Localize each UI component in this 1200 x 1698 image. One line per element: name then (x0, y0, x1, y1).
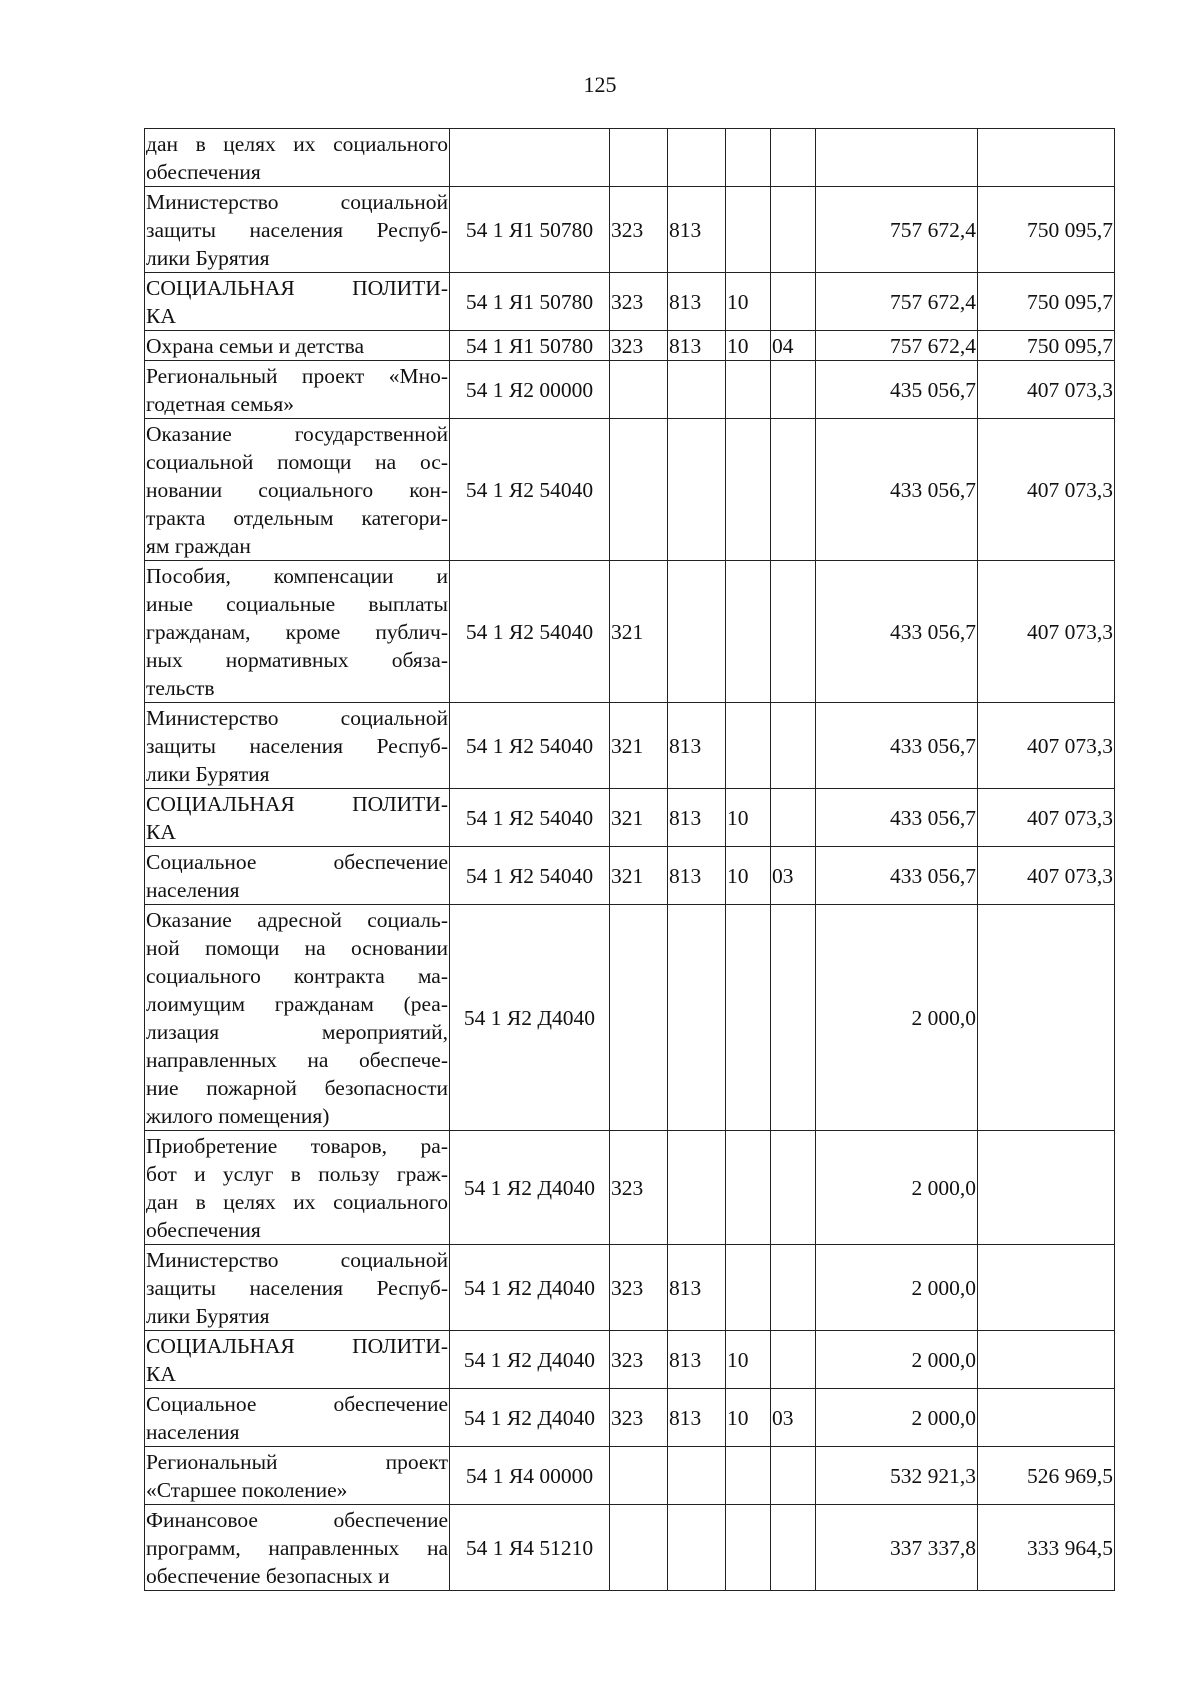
amount-year-1: 757 672,4 (816, 187, 978, 273)
subsection-code (771, 1131, 816, 1245)
amount-year-1: 433 056,7 (816, 789, 978, 847)
expense-type-code (610, 129, 668, 187)
ministry-code: 813 (668, 847, 726, 905)
ministry-code (668, 129, 726, 187)
subsection-code (771, 905, 816, 1131)
table-row (145, 129, 1115, 187)
table-body (145, 129, 1115, 1591)
row-name-line: ние пожарной безопасности (146, 1075, 448, 1100)
subsection-code (771, 187, 816, 273)
row-name-line: СОЦИАЛЬНАЯ ПОЛИТИ- (146, 275, 448, 300)
section-code: 10 (726, 331, 771, 361)
section-code (726, 1505, 771, 1591)
row-name-line: бот и услуг в пользу граж- (146, 1161, 448, 1186)
amount-year-1: 2 000,0 (816, 1389, 978, 1447)
row-name (145, 561, 450, 703)
row-name-line: тельств (146, 675, 215, 700)
row-name (145, 1389, 450, 1447)
target-article-code: 54 1 Я2 00000 (450, 361, 610, 419)
row-name-line: СОЦИАЛЬНАЯ ПОЛИТИ- (146, 1333, 448, 1358)
section-code: 10 (726, 789, 771, 847)
amount-year-2: 407 073,3 (978, 847, 1115, 905)
section-code: 10 (726, 1331, 771, 1389)
expense-type-code (610, 419, 668, 561)
row-name (145, 1505, 450, 1591)
table-row (145, 1331, 1115, 1389)
amount-year-1: 435 056,7 (816, 361, 978, 419)
target-article-code: 54 1 Я2 54040 (450, 419, 610, 561)
section-code (726, 1131, 771, 1245)
expense-type-code: 321 (610, 703, 668, 789)
expense-type-code (610, 361, 668, 419)
subsection-code (771, 129, 816, 187)
amount-year-1: 433 056,7 (816, 419, 978, 561)
expense-type-code: 323 (610, 1131, 668, 1245)
row-name-line: КА (146, 819, 176, 844)
table-row (145, 187, 1115, 273)
section-code (726, 561, 771, 703)
row-name-line: ных нормативных обяза- (146, 647, 448, 672)
amount-year-1: 2 000,0 (816, 1331, 978, 1389)
subsection-code: 04 (771, 331, 816, 361)
ministry-code: 813 (668, 331, 726, 361)
row-name-line: обеспечение безопасных и (146, 1563, 390, 1588)
row-name-line: тракта отдельным категори- (146, 505, 448, 530)
row-name-line: Министерство социальной (146, 1247, 448, 1272)
amount-year-2: 750 095,7 (978, 273, 1115, 331)
amount-year-2 (978, 1331, 1115, 1389)
section-code (726, 1245, 771, 1331)
subsection-code (771, 1331, 816, 1389)
row-name-line: населения (146, 877, 240, 902)
target-article-code: 54 1 Я1 50780 (450, 331, 610, 361)
ministry-code: 813 (668, 789, 726, 847)
target-article-code: 54 1 Я2 Д4040 (450, 1131, 610, 1245)
amount-year-1: 433 056,7 (816, 703, 978, 789)
row-name-line: Оказание государственной (146, 421, 448, 446)
row-name-line: дан в целях их социального (146, 131, 448, 156)
row-name-line: программ, направленных на (146, 1535, 448, 1560)
row-name-line: социальной помощи на ос- (146, 449, 448, 474)
amount-year-1: 2 000,0 (816, 1245, 978, 1331)
row-name-line: защиты населения Респуб- (146, 217, 448, 242)
table-row (145, 905, 1115, 1131)
row-name-line: новании социального кон- (146, 477, 448, 502)
row-name-line: Пособия, компенсации и (146, 563, 448, 588)
target-article-code: 54 1 Я2 54040 (450, 847, 610, 905)
ministry-code (668, 905, 726, 1131)
section-code (726, 1447, 771, 1505)
row-name (145, 129, 450, 187)
amount-year-1: 757 672,4 (816, 331, 978, 361)
table-row (145, 361, 1115, 419)
subsection-code (771, 361, 816, 419)
section-code: 10 (726, 1389, 771, 1447)
row-name-line: годетная семья» (146, 391, 295, 416)
ministry-code: 813 (668, 703, 726, 789)
table-row (145, 1131, 1115, 1245)
target-article-code: 54 1 Я2 54040 (450, 789, 610, 847)
amount-year-2 (978, 905, 1115, 1131)
row-name-line: жилого помещения) (146, 1103, 330, 1128)
table-row (145, 703, 1115, 789)
row-name (145, 419, 450, 561)
target-article-code: 54 1 Я1 50780 (450, 273, 610, 331)
row-name-line: Оказание адресной социаль- (146, 907, 448, 932)
target-article-code: 54 1 Я2 Д4040 (450, 1331, 610, 1389)
ministry-code: 813 (668, 273, 726, 331)
row-name (145, 331, 450, 361)
row-name-line: ям граждан (146, 533, 251, 558)
amount-year-2 (978, 1131, 1115, 1245)
row-name (145, 703, 450, 789)
subsection-code (771, 703, 816, 789)
expense-type-code: 323 (610, 331, 668, 361)
subsection-code (771, 273, 816, 331)
table-row (145, 847, 1115, 905)
row-name-line: ной помощи на основании (146, 935, 448, 960)
row-name (145, 905, 450, 1131)
amount-year-1: 433 056,7 (816, 561, 978, 703)
expense-type-code: 321 (610, 789, 668, 847)
subsection-code (771, 789, 816, 847)
row-name (145, 1331, 450, 1389)
row-name-line: иные социальные выплаты (146, 591, 448, 616)
expense-type-code: 323 (610, 1245, 668, 1331)
ministry-code: 813 (668, 1245, 726, 1331)
row-name (145, 789, 450, 847)
amount-year-1: 2 000,0 (816, 1131, 978, 1245)
row-name-line: лики Бурятия (146, 1303, 270, 1328)
ministry-code (668, 1505, 726, 1591)
row-name-line: Региональный проект (146, 1449, 448, 1474)
table-row (145, 273, 1115, 331)
amount-year-1: 433 056,7 (816, 847, 978, 905)
ministry-code (668, 561, 726, 703)
table-row (145, 561, 1115, 703)
amount-year-2 (978, 1245, 1115, 1331)
row-name (145, 273, 450, 331)
target-article-code: 54 1 Я2 Д4040 (450, 905, 610, 1131)
row-name-line: направленных на обеспече- (146, 1047, 448, 1072)
row-name-line: Социальное обеспечение (146, 1391, 448, 1416)
amount-year-2: 407 073,3 (978, 419, 1115, 561)
row-name-line: защиты населения Респуб- (146, 1275, 448, 1300)
ministry-code: 813 (668, 187, 726, 273)
row-name-line: дан в целях их социального (146, 1189, 448, 1214)
expense-type-code: 321 (610, 847, 668, 905)
amount-year-2 (978, 129, 1115, 187)
ministry-code (668, 419, 726, 561)
row-name-line: СОЦИАЛЬНАЯ ПОЛИТИ- (146, 791, 448, 816)
amount-year-2: 750 095,7 (978, 187, 1115, 273)
section-code: 10 (726, 273, 771, 331)
target-article-code: 54 1 Я2 Д4040 (450, 1389, 610, 1447)
target-article-code: 54 1 Я2 54040 (450, 561, 610, 703)
row-name-line: лизация мероприятий, (146, 1019, 448, 1044)
row-name-line: обеспечения (146, 159, 261, 184)
section-code (726, 187, 771, 273)
row-name-line: Приобретение товаров, ра- (146, 1133, 448, 1158)
row-name (145, 1447, 450, 1505)
amount-year-2: 407 073,3 (978, 789, 1115, 847)
row-name (145, 847, 450, 905)
amount-year-1: 532 921,3 (816, 1447, 978, 1505)
row-name-line: Министерство социальной (146, 189, 448, 214)
row-name (145, 187, 450, 273)
row-name-line: лоимущим гражданам (реа- (146, 991, 448, 1016)
expense-type-code: 323 (610, 1389, 668, 1447)
expense-type-code: 323 (610, 273, 668, 331)
page-number: 125 (583, 72, 617, 97)
row-name (145, 361, 450, 419)
row-name (145, 1245, 450, 1331)
row-name-line: Социальное обеспечение (146, 849, 448, 874)
row-name-line: обеспечения (146, 1217, 261, 1242)
row-name-line: Министерство социальной (146, 705, 448, 730)
subsection-code (771, 1447, 816, 1505)
expense-type-code: 323 (610, 187, 668, 273)
expense-type-code (610, 1505, 668, 1591)
row-name-line: Региональный проект «Мно- (146, 363, 448, 388)
table-row (145, 419, 1115, 561)
budget-table (144, 128, 1115, 1591)
table-row (145, 1505, 1115, 1591)
section-code (726, 419, 771, 561)
target-article-code: 54 1 Я2 54040 (450, 703, 610, 789)
row-name-line: лики Бурятия (146, 245, 270, 270)
section-code (726, 361, 771, 419)
row-name-line: гражданам, кроме публич- (146, 619, 448, 644)
subsection-code: 03 (771, 847, 816, 905)
row-name-line: населения (146, 1419, 240, 1444)
section-code (726, 129, 771, 187)
amount-year-2 (978, 1389, 1115, 1447)
row-name-line: защиты населения Респуб- (146, 733, 448, 758)
row-name (145, 1131, 450, 1245)
section-code (726, 703, 771, 789)
target-article-code: 54 1 Я1 50780 (450, 187, 610, 273)
subsection-code: 03 (771, 1389, 816, 1447)
target-article-code (450, 129, 610, 187)
amount-year-2: 407 073,3 (978, 703, 1115, 789)
table-row (145, 1389, 1115, 1447)
amount-year-2: 750 095,7 (978, 331, 1115, 361)
amount-year-1: 2 000,0 (816, 905, 978, 1131)
ministry-code (668, 1447, 726, 1505)
section-code (726, 905, 771, 1131)
row-name-line: КА (146, 1361, 176, 1386)
section-code: 10 (726, 847, 771, 905)
subsection-code (771, 1245, 816, 1331)
expense-type-code (610, 905, 668, 1131)
amount-year-1: 757 672,4 (816, 273, 978, 331)
subsection-code (771, 1505, 816, 1591)
row-name-line: Финансовое обеспечение (146, 1507, 448, 1532)
ministry-code: 813 (668, 1389, 726, 1447)
subsection-code (771, 419, 816, 561)
target-article-code: 54 1 Я2 Д4040 (450, 1245, 610, 1331)
ministry-code (668, 1131, 726, 1245)
row-name-line: «Старшее поколение» (146, 1477, 348, 1502)
ministry-code (668, 361, 726, 419)
table-row (145, 1447, 1115, 1505)
row-name-line: социального контракта ма- (146, 963, 448, 988)
amount-year-2: 407 073,3 (978, 361, 1115, 419)
table-row (145, 789, 1115, 847)
ministry-code: 813 (668, 1331, 726, 1389)
row-name-line: лики Бурятия (146, 761, 270, 786)
row-name-line: Охрана семьи и детства (146, 333, 365, 358)
expense-type-code: 323 (610, 1331, 668, 1389)
expense-type-code: 321 (610, 561, 668, 703)
target-article-code: 54 1 Я4 51210 (450, 1505, 610, 1591)
amount-year-2: 526 969,5 (978, 1447, 1115, 1505)
amount-year-1 (816, 129, 978, 187)
amount-year-1: 337 337,8 (816, 1505, 978, 1591)
amount-year-2: 407 073,3 (978, 561, 1115, 703)
table-row (145, 331, 1115, 361)
table-row (145, 1245, 1115, 1331)
row-name-line: КА (146, 303, 176, 328)
subsection-code (771, 561, 816, 703)
target-article-code: 54 1 Я4 00000 (450, 1447, 610, 1505)
amount-year-2: 333 964,5 (978, 1505, 1115, 1591)
expense-type-code (610, 1447, 668, 1505)
